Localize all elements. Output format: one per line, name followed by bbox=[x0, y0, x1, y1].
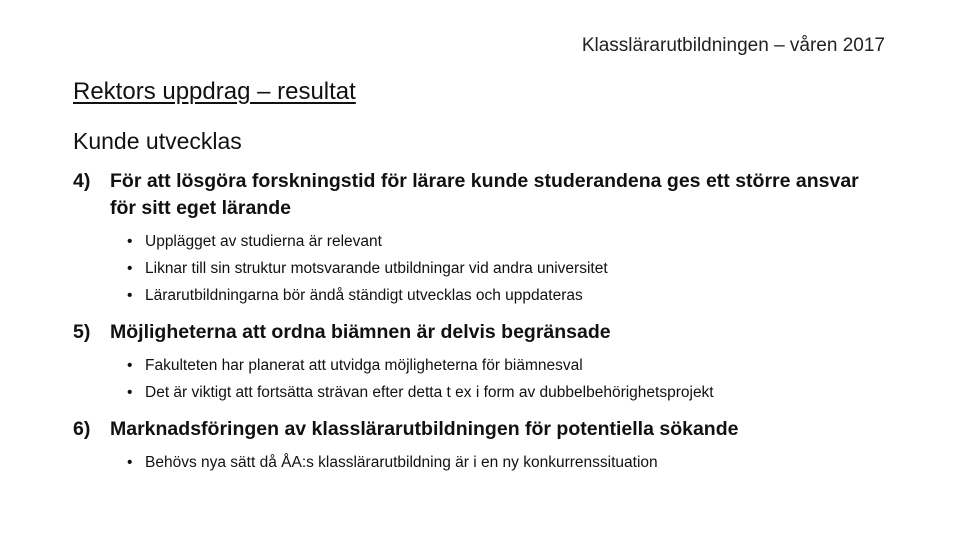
item-number: 4) bbox=[73, 170, 91, 192]
bullet-icon: • bbox=[127, 287, 133, 304]
bullet-text: Upplägget av studierna är relevant bbox=[145, 233, 382, 250]
header-course: Klasslärarutbildningen – våren 2017 bbox=[581, 35, 885, 56]
bullet-icon: • bbox=[127, 454, 133, 471]
item-text: Möjligheterna att ordna biämnen är delvis begränsade bbox=[110, 321, 611, 343]
item-heading bbox=[73, 168, 873, 222]
bullet-icon: • bbox=[127, 260, 133, 277]
bullet-item bbox=[127, 352, 873, 379]
slide-title: Rektors uppdrag – resultat bbox=[73, 78, 356, 105]
item-text: Marknadsföringen av klasslärarutbildningen för potentiella sökande bbox=[110, 418, 739, 440]
bullet-text: Lärarutbildningarna bör ändå ständigt utvecklas och uppdateras bbox=[145, 287, 583, 304]
list-item bbox=[73, 168, 873, 309]
bullet-text: Liknar till sin struktur motsvarande utbildningar vid andra universitet bbox=[145, 260, 608, 277]
item-text: För att lösgöra forskningstid för lärare kunde studerandena ges ett större ansvar för sitt eget lärande bbox=[110, 170, 859, 219]
list-item bbox=[73, 319, 873, 406]
item-heading bbox=[73, 416, 873, 443]
item-number: 5) bbox=[73, 321, 91, 343]
bullet-icon: • bbox=[127, 384, 133, 401]
bullet-item bbox=[127, 282, 873, 309]
bullet-text: Det är viktigt att fortsätta strävan efter detta t ex i form av dubbelbehörighetsprojekt bbox=[145, 384, 714, 401]
bullet-icon: • bbox=[127, 357, 133, 374]
bullet-item bbox=[127, 379, 873, 406]
bullet-list bbox=[127, 352, 873, 406]
bullet-item bbox=[127, 449, 873, 476]
bullet-text: Fakulteten har planerat att utvidga möjligheterna för biämnesval bbox=[145, 357, 583, 374]
bullet-item bbox=[127, 228, 873, 255]
bullet-item bbox=[127, 255, 873, 282]
item-heading bbox=[73, 319, 873, 346]
item-list bbox=[73, 168, 873, 486]
item-number: 6) bbox=[73, 418, 91, 440]
bullet-text: Behövs nya sätt då ÅA:s klasslärarutbildning är i en ny konkurrenssituation bbox=[145, 454, 658, 471]
bullet-list bbox=[127, 449, 873, 476]
bullet-icon: • bbox=[127, 233, 133, 250]
bullet-list bbox=[127, 228, 873, 309]
slide-subtitle: Kunde utvecklas bbox=[73, 128, 242, 154]
list-item bbox=[73, 416, 873, 476]
